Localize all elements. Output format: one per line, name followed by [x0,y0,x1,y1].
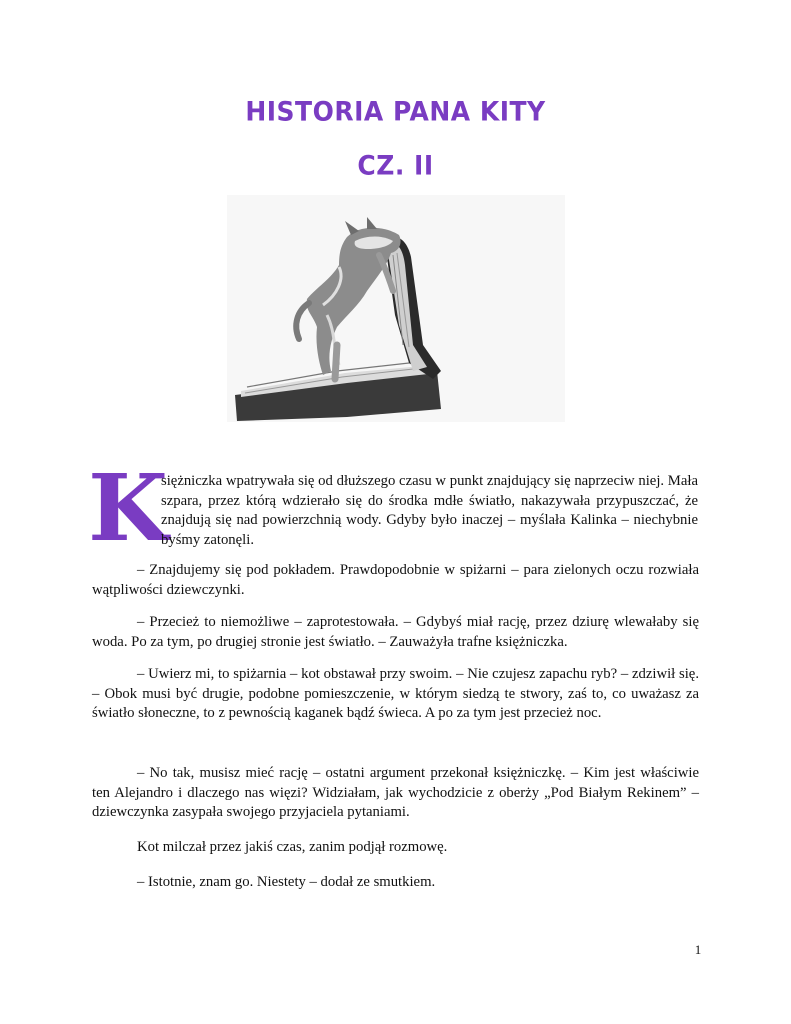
paragraph: – Przecież to niemożliwe – zaprotestowała. – Gdybyś miał rację, przez dziurę wlewałaby się woda. Po za tym, po drugiej stronie jest światło. – Zauważyła trafne księżniczka. [92,614,699,650]
paragraph: – Istotnie, znam go. Niestety – dodał ze smutkiem. [137,874,436,890]
paragraph: – Znajdujemy się pod pokładem. Prawdopodobnie w spiżarni – para zielonych oczu rozwiała wątpliwości dziewczynki. [92,562,699,598]
drop-cap-letter: K [88,454,168,562]
paragraph: Kot milczał przez jakiś czas, zanim podjął rozmowę. [137,839,448,855]
paragraph: – Uwierz mi, to spiżarnia – kot obstawał przy swoim. – Nie czujesz zapachu ryb? – zdziwił się. – Obok musi być drugie, podobne pomieszczenie, w którym siedzą te stwory, zaś to, co uważasz za światło słoneczne, to z pewnością kaganek bądź świeca. A po za tym jest przecież noc. [92,666,699,722]
document-subtitle: CZ. II [357,150,434,181]
first-paragraph: siężniczka wpatrywała się od dłuższego czasu w punkt znajdujący się naprzeciw niej. Mała szpara, przez którą wdzierało się do środka mdłe światło, nakazywała przypuszczać, że znajdują się nad powierzchnią wody. Gdyby było inaczej – myślała Kalinka – niechybnie byśmy zatonęli. [161,473,698,548]
paragraph: – No tak, musisz mieć rację – ostatni argument przekonał księżniczkę. – Kim jest właściwie ten Alejandro i dlaczego nas więzi? Widziałam, jak wychodzicie z oberży „Pod Białym Rekinem” – dziewczynka zasypała swojego przyjaciela pytaniami. [92,765,699,821]
page-number: 1 [694,942,702,957]
document-title: HISTORIA PANA KITY [245,96,546,127]
cat-reading-book-illustration [227,195,565,422]
